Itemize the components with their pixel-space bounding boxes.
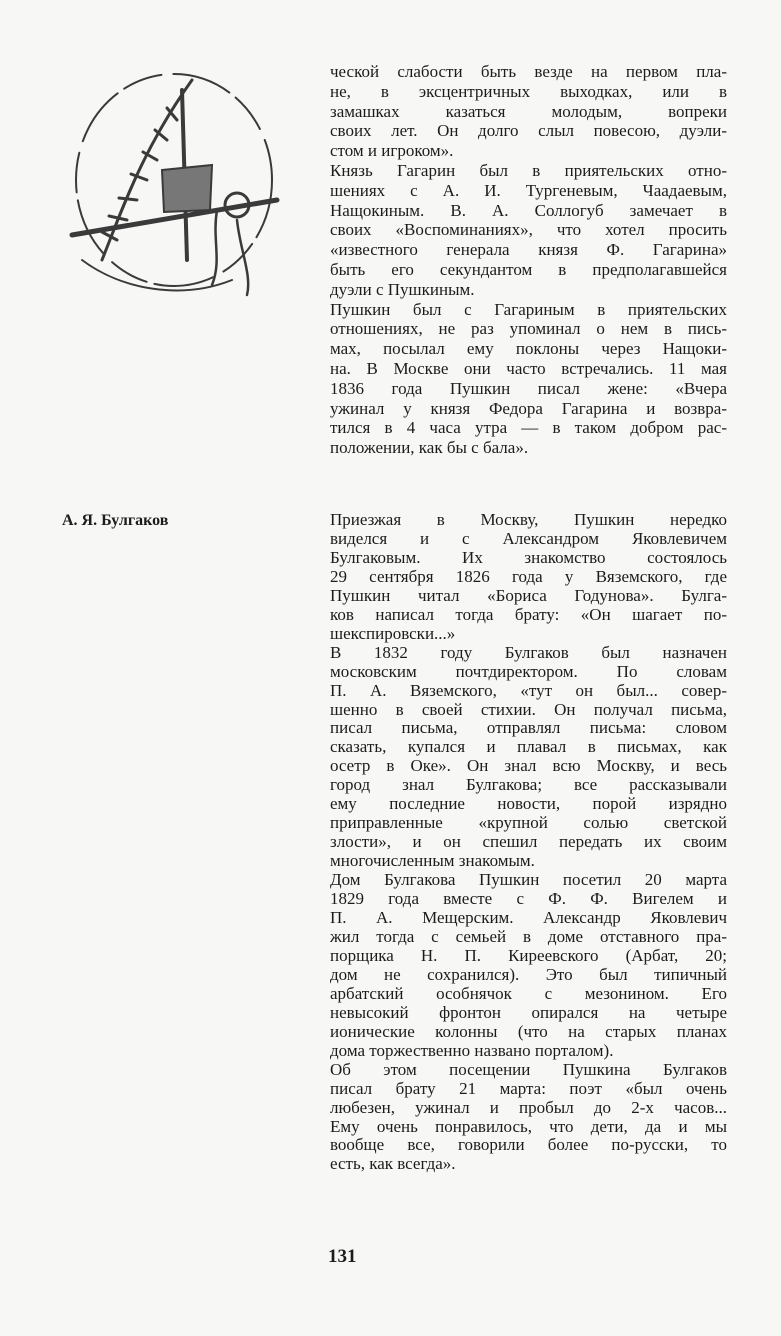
- text-line: сказать, купался и плавал в письмах, как: [330, 737, 727, 757]
- text-line: тился в 4 часа утра — в таком добром рас-: [330, 418, 727, 438]
- text-line: писал письма, отправлял письма: словом: [330, 718, 727, 738]
- text-line: положении, как бы с бала».: [330, 438, 529, 458]
- text-line: писал брату 21 марта: поэт «был очень: [330, 1078, 727, 1098]
- paragraph: [330, 62, 727, 161]
- text-line: 29 сентября 1826 года у Вяземского, где: [330, 566, 727, 586]
- text-line: шенно в своей стихии. Он получал письма,: [330, 699, 727, 719]
- text-line: Об этом посещении Пушкина Булгаков: [330, 1059, 727, 1079]
- text-line: на. В Москве они часто встречались. 11 мая: [330, 358, 727, 378]
- text-line: жил тогда с семьей в доме отставного пра-: [330, 926, 727, 946]
- text-line: П. А. Мещерским. Александр Яковлевич: [330, 908, 727, 928]
- paragraph: [330, 511, 727, 644]
- text-line: вообще все, говорили более по-русски, то: [330, 1135, 727, 1155]
- text-line: Приезжая в Москву, Пушкин нередко: [330, 510, 727, 529]
- text-line: Пушкин читал «Бориса Годунова». Булга-: [330, 585, 727, 605]
- text-line: Дом Булгакова Пушкин посетил 20 марта: [330, 870, 727, 890]
- text-line: В 1832 году Булгаков был назначен: [330, 642, 727, 662]
- paragraph: [330, 871, 727, 1061]
- text-line: дуэли с Пушкиным.: [330, 279, 475, 299]
- text-line: замашках казаться молодым, вопреки: [330, 101, 727, 121]
- text-line: стом и игроком».: [330, 141, 454, 161]
- text-line: ионические колонны (что на старых планах: [330, 1021, 727, 1041]
- text-line: шекспировски...»: [330, 623, 456, 643]
- paragraph: [330, 644, 727, 871]
- text-line: отношениях, не раз упоминал о нем в пись-: [330, 319, 727, 339]
- text-line: Нащокиным. В. А. Соллогуб замечает в: [330, 200, 727, 220]
- text-line: быть его секундантом в предполагавшейся: [330, 259, 727, 279]
- text-line: арбатский особнячок с мезонином. Его: [330, 983, 727, 1003]
- page-number: 131: [328, 1246, 357, 1267]
- sword-and-laurel-icon: [62, 60, 282, 305]
- section-heading: А. Я. Булгаков: [62, 512, 169, 529]
- text-line: Булгаковым. Их знакомство состоялось: [330, 547, 727, 567]
- text-line: своих «Воспоминаниях», что хотел просить: [330, 220, 727, 240]
- text-line: ческой слабости быть везде на первом пла-: [330, 62, 727, 81]
- text-line: 1836 года Пушкин писал жене: «Вчера: [330, 378, 727, 398]
- text-line: Князь Гагарин был в приятельских отно-: [330, 160, 727, 180]
- paragraph: [330, 1061, 727, 1175]
- text-line: Ему очень понравилось, что дети, да и мы: [330, 1116, 727, 1136]
- text-line: Пушкин был с Гагариным в приятельских: [330, 299, 727, 319]
- text-line: город знал Булгакова; все рассказывали: [330, 775, 727, 795]
- text-line: 1829 года вместе с Ф. Ф. Вигелем и: [330, 889, 727, 909]
- text-line: виделся и с Александром Яковлевичем: [330, 528, 727, 548]
- paragraph: [330, 161, 727, 300]
- sword-laurel-illustration: [62, 60, 282, 305]
- text-line: многочисленным знакомым.: [330, 851, 535, 871]
- text-column-top: [330, 62, 727, 458]
- text-line: московским почтдиректором. По словам: [330, 661, 727, 681]
- text-line: ков написал тогда брату: «Он шагает по-: [330, 604, 727, 624]
- text-line: любезен, ужинал и пробыл до 2-х часов...: [330, 1097, 727, 1117]
- text-line: приправленные «крупной солью светской: [330, 813, 727, 833]
- text-line: ему последние новости, порой изрядно: [330, 794, 727, 814]
- text-column-bulgakov: [330, 511, 727, 1174]
- text-line: дома торжественно названо порталом).: [330, 1040, 614, 1060]
- text-line: порщика Н. П. Киреевского (Арбат, 20;: [330, 945, 727, 965]
- text-line: не, в эксцентричных выходках, или в: [330, 81, 727, 101]
- paragraph: [330, 300, 727, 458]
- text-line: шениях с А. И. Тургеневым, Чаадаевым,: [330, 180, 727, 200]
- text-line: есть, как всегда».: [330, 1154, 456, 1174]
- text-line: осетр в Оке». Он знал всю Москву, и весь: [330, 756, 727, 776]
- text-line: П. А. Вяземского, «тут он был... совер-: [330, 680, 727, 700]
- text-line: мах, посылал ему поклоны через Нащоки-: [330, 339, 727, 359]
- text-line: дом не сохранился). Это был типичный: [330, 964, 727, 984]
- text-line: невысокий фронтон опирался на четыре: [330, 1002, 727, 1022]
- text-line: ужинал у князя Федора Гагарина и возвра-: [330, 398, 727, 418]
- text-line: «известного генерала князя Ф. Гагарина»: [330, 240, 727, 260]
- text-line: своих лет. Он долго слыл повесою, дуэли-: [330, 121, 727, 141]
- text-line: злости», и он спешил передать их своим: [330, 832, 727, 852]
